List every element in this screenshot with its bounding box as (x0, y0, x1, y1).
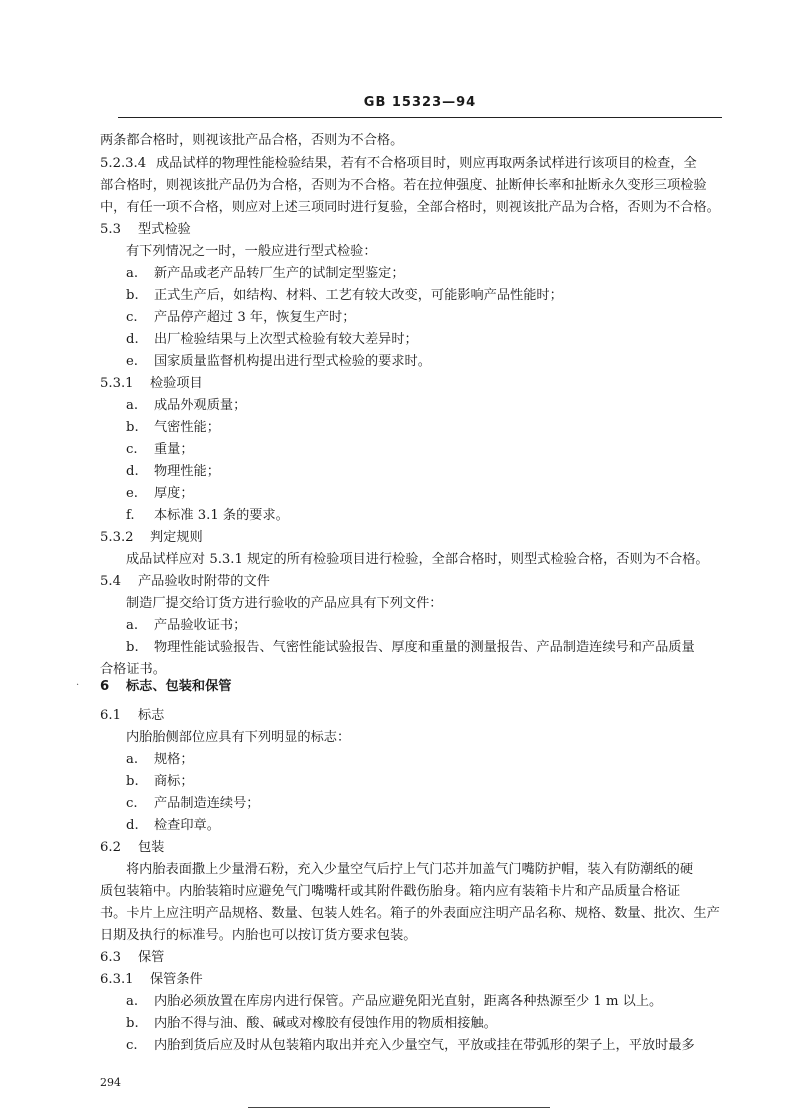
clause-number: 6.1 (100, 708, 121, 723)
list-item (126, 443, 194, 456)
list-item-text: 检查印章。 (154, 818, 220, 833)
clause-5-3-2 (100, 531, 203, 544)
clause-5-2-3-4 (100, 157, 697, 170)
list-item (126, 465, 220, 478)
clause-number: 5.3 (100, 222, 121, 237)
list-marker: a. (126, 752, 139, 767)
list-item-text: 规格； (154, 752, 194, 767)
text-line: 有下列情况之一时，一般应进行型式检验： (126, 244, 377, 259)
section-title: 保管条件 (150, 972, 203, 987)
list-item (126, 333, 418, 346)
list-item-text: 新产品或老产品转厂生产的试制定型鉴定； (154, 266, 405, 281)
list-item (126, 619, 246, 632)
list-marker: d. (126, 464, 139, 479)
section-number: 6 (100, 679, 110, 694)
list-item (126, 797, 260, 810)
page-number: 294 (100, 1076, 121, 1089)
list-marker: b. (126, 420, 139, 435)
list-item (126, 267, 405, 280)
list-marker: e. (126, 354, 138, 369)
list-item-text: 产品验收证书； (154, 618, 247, 633)
list-item-text: 物理性能； (154, 464, 220, 479)
text-line: 日期及执行的标准号。内胎也可以按订货方要求包装。 (100, 928, 417, 943)
list-item-text: 正式生产后，如结构、材料、工艺有较大改变，可能影响产品性能时； (154, 288, 563, 303)
list-item-text: 本标准 3.1 条的要求。 (154, 508, 289, 523)
list-item-text: 内胎到货后应及时从包装箱内取出并充入少量空气，平放或挂在带弧形的架子上，平放时最多 (154, 1038, 695, 1053)
clause-6-1 (100, 709, 164, 722)
clause-number: 6.2 (100, 840, 121, 855)
text-line: 成品试样的物理性能检验结果，若有不合格项目时，则应再取两条试样进行该项目的检查，全 (156, 156, 697, 171)
list-item (126, 1017, 497, 1030)
list-marker: c. (126, 796, 138, 811)
section-title: 标志、包装和保管 (126, 679, 232, 694)
clause-number: 5.4 (100, 574, 121, 589)
text-line: 中，有任一项不合格，则应对上述三项同时进行复验，全部合格时，则视该批产品为合格，否则为不合格。 (100, 200, 720, 215)
section-title: 标志 (138, 708, 165, 723)
page-header-standard: GB 15323—94 (363, 95, 477, 110)
list-item (126, 819, 220, 832)
list-item-text: 国家质量监督机构提出进行型式检验的要求时。 (154, 354, 431, 369)
list-marker: c. (126, 442, 138, 457)
list-item-text: 气密性能； (154, 420, 220, 435)
clause-6-3 (100, 951, 164, 964)
list-marker: b. (126, 640, 139, 655)
list-marker: d. (126, 332, 139, 347)
list-item-text: 出厂检验结果与上次型式检验有较大差异时； (154, 332, 418, 347)
list-item-text: 重量； (154, 442, 194, 457)
list-marker: a. (126, 398, 139, 413)
section-title: 包装 (138, 840, 165, 855)
list-item (126, 641, 695, 654)
section-6-heading (100, 680, 232, 693)
clause-number: 5.3.2 (100, 530, 134, 545)
scan-mark: · (76, 680, 80, 691)
clause-5-3 (100, 223, 191, 236)
list-item-text: 产品制造连续号； (154, 796, 260, 811)
footer-rule (248, 1107, 550, 1108)
clause-6-2 (100, 841, 164, 854)
list-marker: a. (126, 266, 139, 281)
section-title: 检验项目 (150, 376, 203, 391)
section-title: 保管 (138, 950, 165, 965)
list-marker: b. (126, 1016, 139, 1031)
section-title: 判定规则 (150, 530, 203, 545)
header-rule (118, 117, 722, 118)
list-item-text: 产品停产超过 3 年，恢复生产时； (154, 310, 356, 325)
text-line: 两条都合格时，则视该批产品合格，否则为不合格。 (100, 133, 404, 148)
text-line: 制造厂提交给订货方进行验收的产品应具有下列文件： (126, 596, 443, 611)
list-item-text: 商标； (154, 774, 194, 789)
text-line: 将内胎表面撒上少量滑石粉，充入少量空气后拧上气门芯并加盖气门嘴防护帽，装入有防潮纸的硬 (126, 862, 694, 877)
list-item (126, 289, 563, 302)
clause-number: 5.2.3.4 (100, 156, 147, 171)
clause-6-3-1 (100, 973, 203, 986)
list-item (126, 487, 194, 500)
list-item (126, 421, 220, 434)
section-title: 型式检验 (138, 222, 191, 237)
list-item (126, 509, 289, 522)
list-marker: f. (126, 508, 135, 523)
text-line: 部合格时，则视该批产品仍为合格，否则为不合格。若在拉伸强度、扯断伸长率和扯断永久变形三项检验 (100, 178, 707, 193)
list-item-text: 成品外观质量； (154, 398, 247, 413)
list-item (126, 775, 194, 788)
list-item (126, 1039, 695, 1052)
list-marker: b. (126, 774, 139, 789)
section-title: 产品验收时附带的文件 (138, 574, 270, 589)
list-item (126, 753, 194, 766)
list-marker: c. (126, 310, 138, 325)
list-item (126, 995, 662, 1008)
list-item-text: 物理性能试验报告、气密性能试验报告、厚度和重量的测量报告、产品制造连续号和产品质量 (154, 640, 695, 655)
list-item-text: 内胎不得与油、酸、碱或对橡胶有侵蚀作用的物质相接触。 (154, 1016, 497, 1031)
list-marker: b. (126, 288, 139, 303)
text-line: 内胎胎侧部位应具有下列明显的标志： (126, 730, 351, 745)
clause-5-3-1 (100, 377, 203, 390)
text-line: 合格证书。 (100, 662, 166, 677)
text-line: 质包装箱中。内胎装箱时应避免气门嘴嘴杆或其附件戳伤胎身。箱内应有装箱卡片和产品质量合格证 (100, 884, 681, 899)
list-item-text: 厚度； (154, 486, 194, 501)
clause-5-4 (100, 575, 270, 588)
text-line: 成品试样应对 5.3.1 规定的所有检验项目进行检验，全部合格时，则型式检验合格，否则为不合格。 (126, 552, 709, 567)
text-line: 书。卡片上应注明产品规格、数量、包装人姓名。箱子的外表面应注明产品名称、规格、数量、批次、生产 (100, 906, 720, 921)
list-item (126, 355, 431, 368)
clause-number: 6.3 (100, 950, 121, 965)
list-item (126, 311, 355, 324)
list-marker: a. (126, 618, 139, 633)
clause-number: 6.3.1 (100, 972, 134, 987)
list-item (126, 399, 246, 412)
list-marker: c. (126, 1038, 138, 1053)
list-marker: a. (126, 994, 139, 1009)
list-marker: e. (126, 486, 138, 501)
list-marker: d. (126, 818, 139, 833)
list-item-text: 内胎必须放置在库房内进行保管。产品应避免阳光直射，距离各种热源至少 1 m 以上。 (154, 994, 663, 1009)
clause-number: 5.3.1 (100, 376, 134, 391)
